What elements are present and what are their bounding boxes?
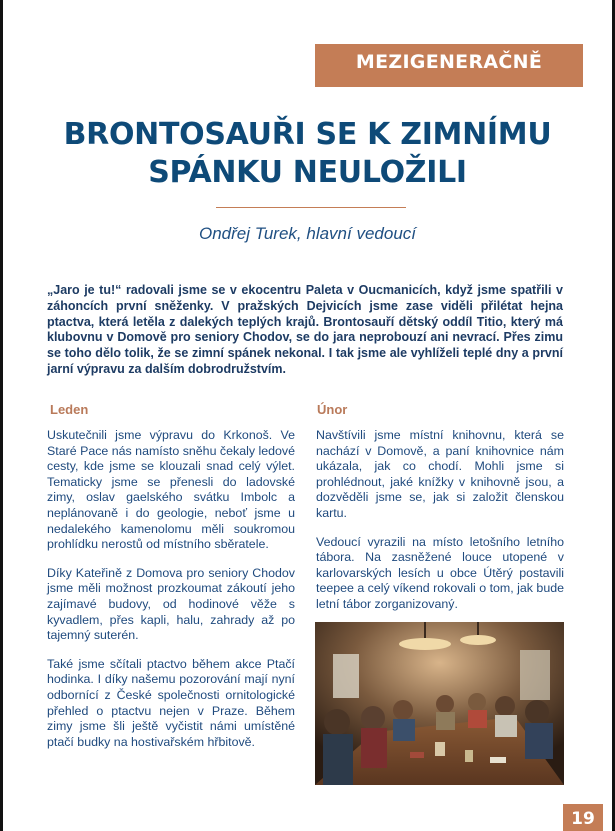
title-divider — [216, 207, 406, 208]
column-heading-unor: Únor — [317, 402, 348, 417]
photo-illustration — [315, 622, 564, 785]
page-border-left — [0, 0, 3, 831]
section-banner — [315, 44, 583, 87]
right-column — [316, 428, 564, 626]
left-paragraph: Také jsme sčítali ptactvo během akce Ptačí hodinka. I díky našemu pozorování mají nyní odbornící z České společnosti ornitologické přehled o ptactvu nejen v Praze. Během zimy jsme šli ještě vyčistit námi umístěné ptačí budky na hostivařském hřbitově. — [47, 656, 295, 749]
article-photo — [315, 622, 564, 785]
left-paragraph: Uskutečnili jsme výpravu do Krkonoš. Ve Staré Pace nás namísto sněhu čekaly ledové cesty, kde jsme se klouzali snad celý výlet. Tematicky jsme se přenesli do ladovské zimy, oslav gaelského svátku Imbolc a neplánovaně i do geologie, neboť jsme u nedalekého kamenolomu měli soukromou prohlídku nerostů od místního sběratele. — [47, 428, 295, 552]
intro-paragraph: „Jaro je tu!“ radovali jsme se v ekocentru Paleta v Oucmanicích, když jsme spatřili v záhoncích první sněženky. V pražských Dejvicích jsme zase viděli přilétat hejna ptactva, která letěla z dalekých teplých krajů. Brontosauří dětský oddíl Titio, který má klubovnu v Domově pro seniory Chodov, se do jara neprobouzí ani nevrací. Přes zimu se toho dělo tolik, že se zimní spánek nekonal. I tak jsme ale vyhlíželi teplé dny a první jarní výpravu za dalším dobrodružstvím. — [47, 283, 563, 376]
article-title — [20, 116, 595, 192]
title-line-1: BRONTOSAUŘI SE K ZIMNÍMU — [63, 117, 552, 152]
right-paragraph: Vedoucí vyrazili na místo letošního letního tábora. Na zasněžené louce utopené v karlovarských lesích u obce Útěrý postavili teepee a celý víkend rokovali o tom, jak bude letní tábor zorganizovaný. — [316, 534, 564, 611]
left-column — [47, 428, 295, 763]
left-paragraph: Díky Kateřině z Domova pro seniory Chodov jsme měli možnost prozkoumat zákoutí jeho zajímavé budovy, od hodinové věže s kyvadlem, přes kapli, halu, zahrady až po tajemný suterén. — [47, 565, 295, 643]
right-paragraph: Navštívili jsme místní knihovnu, která se nachází v Domově, a paní knihovnice nám ukázala, jak co chodí. Mohli jsme si prohlédnout, jaké knížky v knihovně jsou, a dozvěděli jsme se, jak si založit členskou kartu. — [316, 428, 564, 520]
section-label: MEZIGENERAČNĚ — [355, 51, 543, 73]
page-number-box — [563, 804, 603, 831]
column-heading-leden: Leden — [50, 402, 89, 417]
page-number: 19 — [571, 809, 595, 829]
title-line-2: SPÁNKU NEULOŽILI — [148, 155, 467, 190]
author-byline: Ondřej Turek, hlavní vedoucí — [198, 224, 416, 243]
